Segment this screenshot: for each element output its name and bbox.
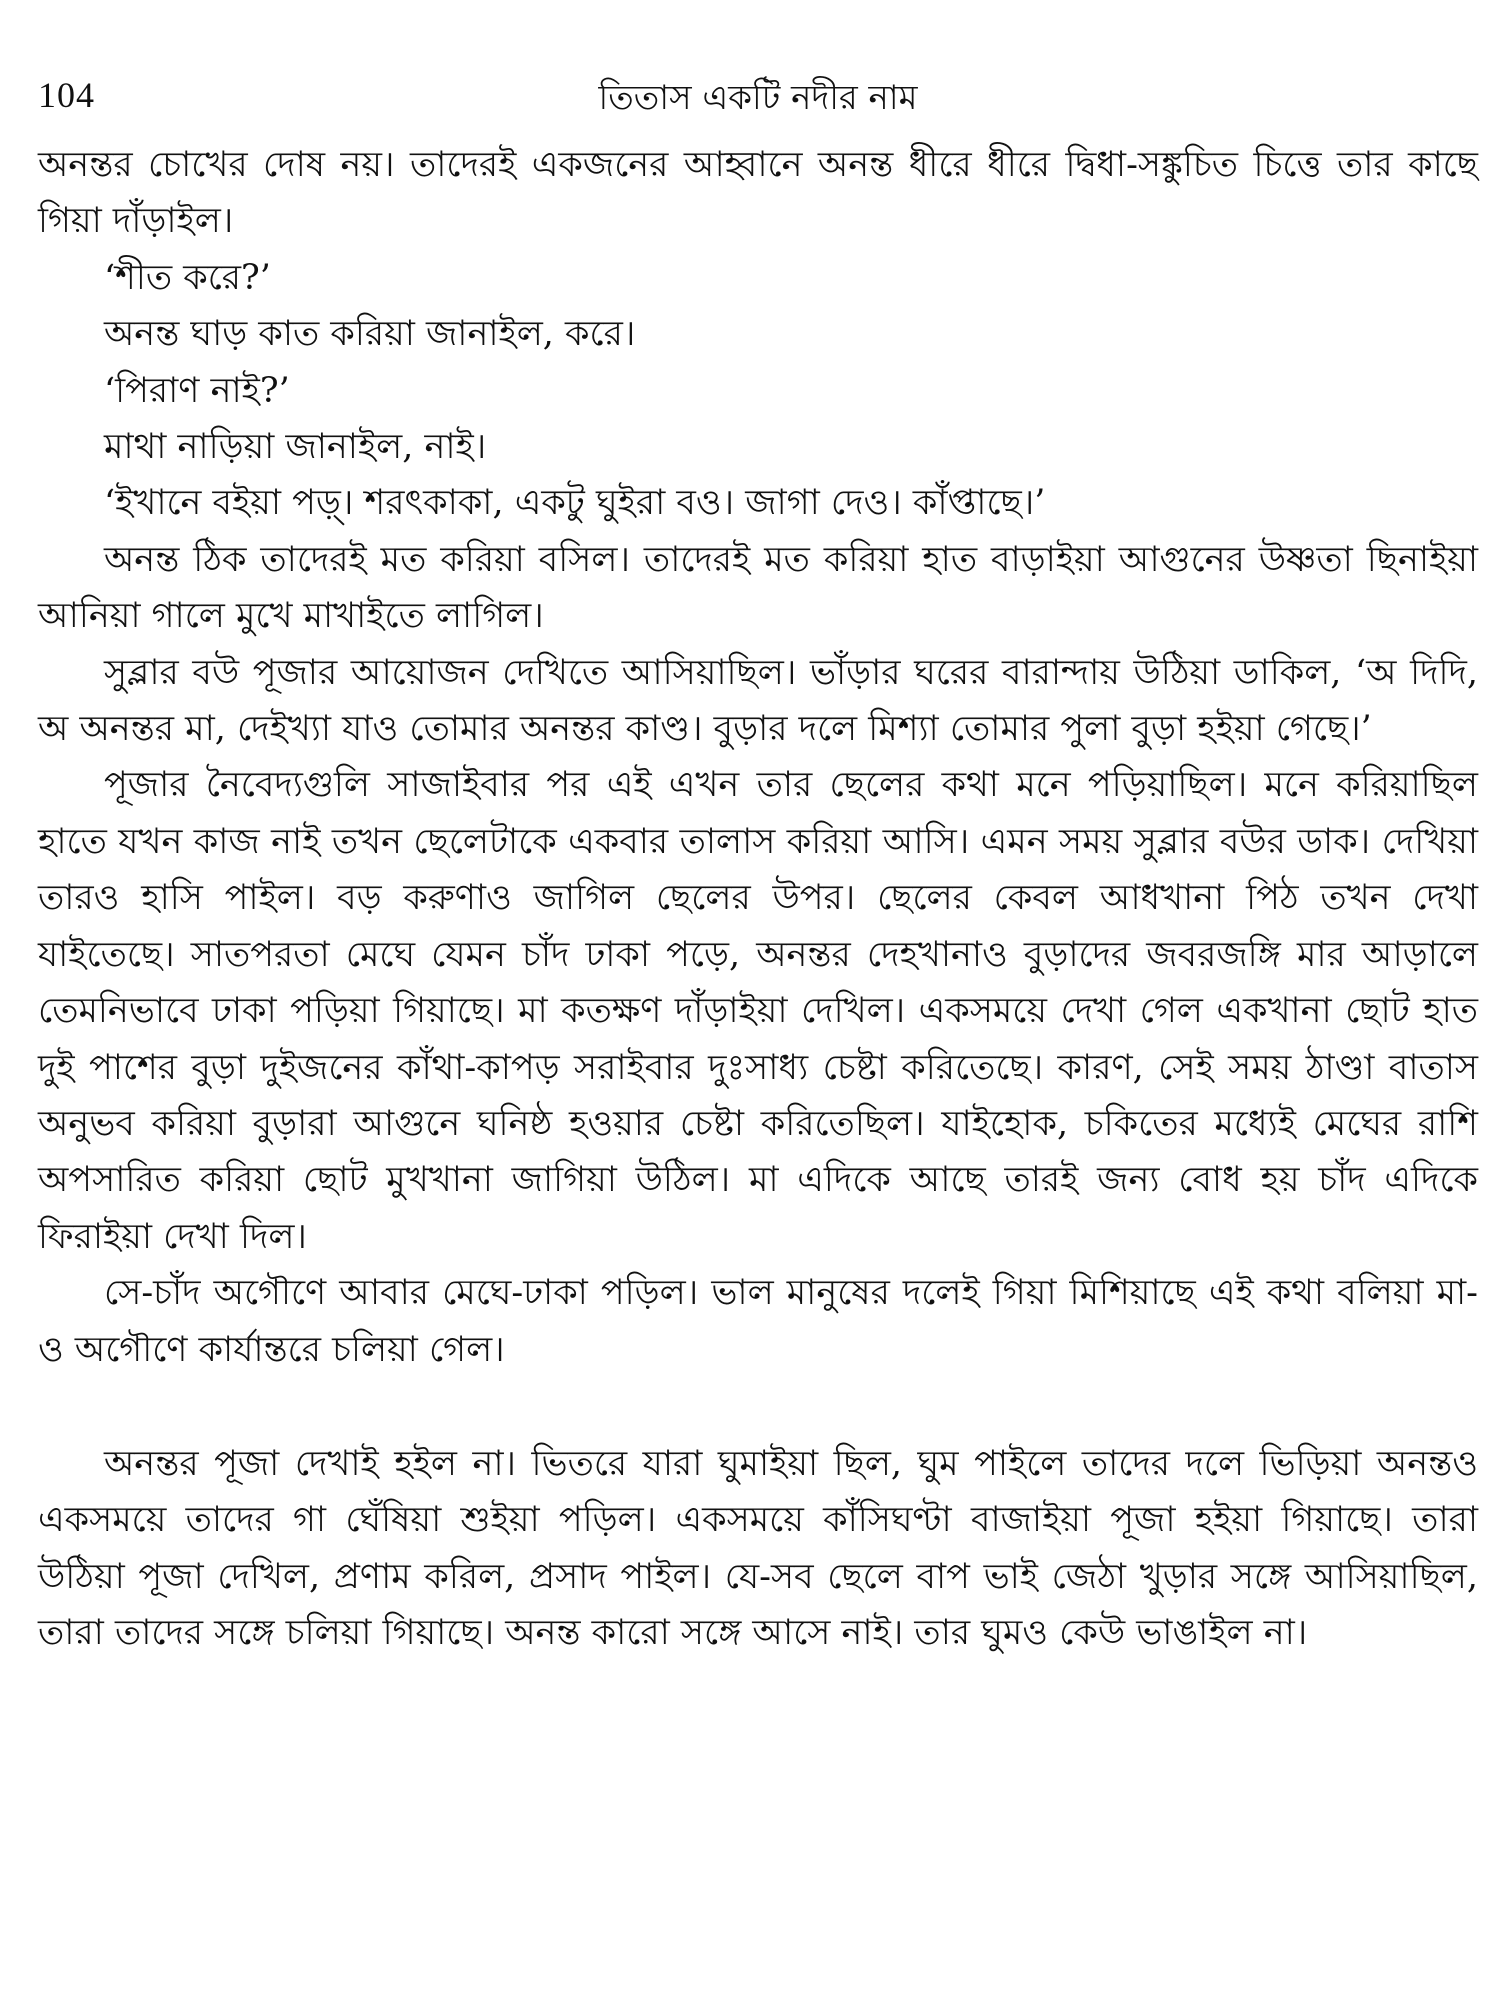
body-text [38, 137, 1478, 1662]
dialog-line: ‘শীত করে?’ [104, 257, 271, 298]
book-page [38, 62, 1478, 1987]
paragraph: সুব্লার বউ পূজার আয়োজন দেখিতে আসিয়াছিল। ভাঁড়ার ঘরের বারান্দায় উঠিয়া ডাকিল, ‘অ দিদি, অ অনন্তর মা, দেইখ্যা যাও তোমার অনন্তর কাণ্ড। বুড়ার দলে মিশ্যা তোমার পুলা বুড়া হইয়া গেছে।’ [38, 652, 1478, 750]
paragraph: অনন্ত ঠিক তাদেরই মত করিয়া বসিল। তাদেরই মত করিয়া হাত বাড়াইয়া আগুনের উষ্ণতা ছিনাইয়া আনিয়া গালে মুখে মাখাইতে লাগিল। [38, 539, 1478, 637]
running-title: তিতাস একটি নদীর নাম [598, 78, 918, 118]
page-header [38, 62, 1478, 137]
section-break [38, 1378, 1478, 1436]
paragraph: অনন্তর চোখের দোষ নয়। তাদেরই একজনের আহ্বানে অনন্ত ধীরে ধীরে দ্বিধা-সঙ্কুচিত চিত্তে তার কাছে গিয়া দাঁড়াইল। [38, 145, 1478, 242]
dialog-line: ‘পিরাণ নাই?’ [104, 370, 290, 411]
dialog-line: অনন্ত ঘাড় কাত করিয়া জানাইল, করে। [104, 314, 636, 355]
paragraph: অনন্তর পূজা দেখাই হইল না। ভিতরে যারা ঘুমাইয়া ছিল, ঘুম পাইলে তাদের দলে ভিড়িয়া অনন্তও একসময়ে তাদের গা ঘেঁষিয়া শুইয়া পড়িল। একসময়ে কাঁসিঘণ্টা বাজাইয়া পূজা হইয়া গিয়াছে। তারা উঠিয়া পূজা দেখিল, প্রণাম করিল, প্রসাদ পাইল। যে-সব ছেলে বাপ ভাই জেঠা খুড়ার সঙ্গে আসিয়াছিল, তারা তাদের সঙ্গে চলিয়া গিয়াছে। অনন্ত কারো সঙ্গে আসে নাই। তার ঘুমও কেউ ভাঙাইল না। [38, 1443, 1478, 1654]
paragraph: পূজার নৈবেদ্যগুলি সাজাইবার পর এই এখন তার ছেলের কথা মনে পড়িয়াছিল। মনে করিয়াছিল হাতে যখন কাজ নাই তখন ছেলেটাকে একবার তালাস করিয়া আসি। এমন সময় সুব্লার বউর ডাক। দেখিয়া তারও হাসি পাইল। বড় করুণাও জাগিল ছেলের উপর। ছেলের কেবল আধখানা পিঠ তখন দেখা যাইতেছে। সাতপরতা মেঘে যেমন চাঁদ ঢাকা পড়ে, অনন্তর দেহখানাও বুড়াদের জবরজঙ্গি মার আড়ালে তেমনিভাবে ঢাকা পড়িয়া গিয়াছে। মা কতক্ষণ দাঁড়াইয়া দেখিল। একসময়ে দেখা গেল একখানা ছোট হাত দুই পাশের বুড়া দুইজনের কাঁথা-কাপড় সরাইবার দুঃসাধ্য চেষ্টা করিতেছে। কারণ, সেই সময় ঠাণ্ডা বাতাস অনুভব করিয়া বুড়ারা আগুনে ঘনিষ্ঠ হওয়ার চেষ্টা করিতেছিল। যাইহোক, চকিতের মধ্যেই মেঘের রাশি অপসারিত করিয়া ছোট মুখখানা জাগিয়া উঠিল। মা এদিকে আছে তারই জন্য বোধ হয় চাঁদ এদিকে ফিরাইয়া দেখা দিল। [38, 765, 1478, 1257]
dialog-line: ‘ইখানে বইয়া পড়্। শরৎকাকা, একটু ঘুইরা বও। জাগা দেও। কাঁপ্তাছে।’ [104, 483, 1046, 524]
dialog-line: মাথা নাড়িয়া জানাইল, নাই। [104, 427, 487, 468]
page-number: 104 [38, 75, 95, 115]
paragraph: সে-চাঁদ অগৌণে আবার মেঘে-ঢাকা পড়িল। ভাল মানুষের দলেই গিয়া মিশিয়াছে এই কথা বলিয়া মা-ও অগৌণে কার্যান্তরে চলিয়া গেল। [38, 1273, 1478, 1370]
